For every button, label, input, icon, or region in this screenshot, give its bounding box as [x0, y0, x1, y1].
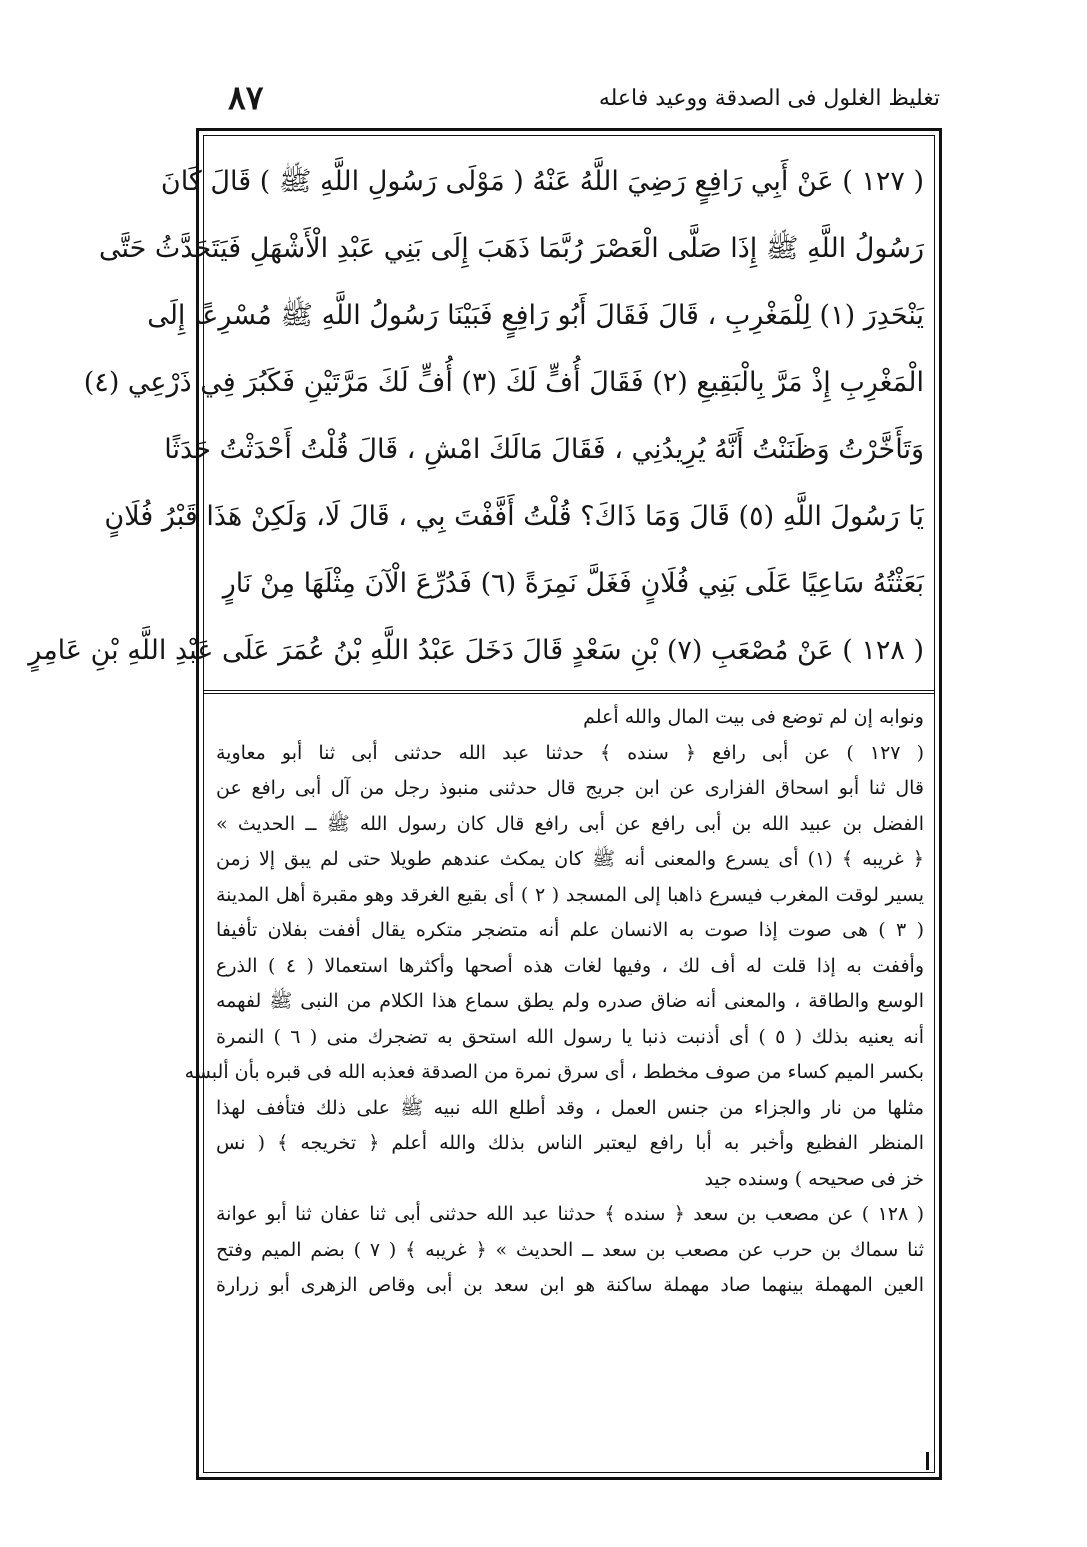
- commentary-line: مثلها من نار والجزاء من جنس العمل ، وقد أطلع الله نبيه ﷺ على ذلك فتأفف لهذا: [216, 1096, 924, 1119]
- commentary-line: ﴿ غريبه ﴾ (١) أى يسرع والمعنى أنه ﷺ كان يمكث عندهم طويلا حتى لم يبق إلا زمن: [216, 848, 924, 870]
- commentary-line: ( ١٢٧ ) عن أبى رافع ﴿ سنده ﴾ حدثنا عبد الله حدثنى أبى ثنا أبو معاوية: [216, 741, 925, 764]
- main-text-line: يَا رَسُولَ اللَّهِ (٥) قَالَ وَمَا ذَاكَ؟ قُلْتُ أَفَّفْتَ بِي ، قَالَ لَا، وَلَكِنْ هَذَا قَبْرُ فُلَانٍ: [104, 501, 924, 532]
- commentary-line: ( ١٢٨ ) عن مصعب بن سعد ﴿ سنده ﴾ حدثنا عبد الله حدثنى أبى ثنا عفان ثنا أبو عوانة: [216, 1203, 924, 1225]
- page-header: [200, 78, 940, 128]
- commentary-line: أنه يعنيه بذلك ( ٥ ) أى أذنبت ذنبا يا رسول الله استحق به تضجرك منى ( ٦ ) النمرة: [216, 1025, 925, 1048]
- main-text-line: ( ١٢٧ ) عَنْ أَبِي رَافِعٍ رَضِيَ اللَّهُ عَنْهُ ( مَوْلَى رَسُولِ اللَّهِ ﷺ ) قَالَ كَانَ: [160, 166, 924, 197]
- section-divider-second: [203, 693, 935, 694]
- commentary-line: ونوابه إن لم توضع فى بيت المال والله أعلم: [583, 706, 924, 728]
- commentary-section: [184, 700, 925, 1304]
- section-divider: [203, 690, 935, 691]
- margin-rule: [926, 1452, 929, 1470]
- commentary-line: خز فى صحيحه ) وسنده جيد: [704, 1167, 924, 1190]
- commentary-line: قال ثنا أبو اسحاق الفزارى عن ابن جريج قال حدثنى منبوذ رجل من آل أبى رافع عن: [216, 777, 924, 799]
- main-text-line: رَسُولُ اللَّهِ ﷺ إِذَا صَلَّى الْعَصْرَ رُبَّمَا ذَهَبَ إِلَى بَنِي عَبْدِ الْأَشْهَلِ فَيَتَحَدَّثُ حَتَّى: [99, 233, 924, 264]
- commentary-line: ( ٣ ) هى صوت إذا صوت به الانسان علم أنه متضجر متكره يقال أففت بفلان تأفيفا: [216, 919, 925, 941]
- main-text-line: ( ١٢٨ ) عَنْ مُصْعَبِ (٧) بْنِ سَعْدٍ قَالَ دَخَلَ عَبْدُ اللَّهِ بْنُ عُمَرَ عَلَى عَبْدِ اللَّهِ بْنِ عَامِرٍ: [28, 635, 924, 666]
- commentary-line: وأففت به إذا قلت له أف لك ، وفيها لغات هذه أصحها وأكثرها استعمالا ( ٤ ) الذرع: [216, 954, 925, 977]
- main-text-line: يَنْحَدِرَ (١) لِلْمَغْرِبِ ، قَالَ فَقَالَ أَبُو رَافِعٍ فَبَيْنَا رَسُولُ اللَّهِ ﷺ مُسْرِعًا إِلَى: [147, 300, 924, 331]
- main-text-line: بَعَثْتُهُ سَاعِيًا عَلَى بَنِي فُلَانٍ فَغَلَّ نَمِرَةً (٦) فَدُرِّعَ الْآنَ مِثْلَهَا مِنْ نَارٍ: [222, 568, 924, 599]
- main-text-line: الْمَغْرِبِ إِذْ مَرَّ بِالْبَقِيعِ (٢) فَقَالَ أُفٍّ لَكَ (٣) أُفٍّ لَكَ مَرَّتَيْنِ فَكَبُرَ فِي ذَرْعِي (٤): [83, 367, 924, 398]
- commentary-line: الوسع والطاقة ، والمعنى أنه ضاق صدره ولم يطق سماع هذا الكلام من النبى ﷺ لفهمه: [216, 990, 924, 1012]
- commentary-line: بكسر الميم كساء من صوف مخطط ، أى سرق نمرة من الصدقة فعذبه الله فى قبره بأن ألبسه: [184, 1061, 924, 1083]
- main-text-line: وَتَأَخَّرْتُ وَظَنَنْتُ أَنَّهُ يُرِيدُنِي ، فَقَالَ مَالَكَ امْشِ ، قَالَ قُلْتُ أَحْدَثْتُ حَدَثًا: [164, 434, 924, 465]
- commentary-line: العين المهملة بينهما صاد مهملة ساكنة هو ابن سعد بن أبى وقاص الزهرى أبو زرارة: [216, 1274, 924, 1296]
- hadith-main-text: [28, 148, 924, 684]
- running-title: تغليظ الغلول فى الصدقة ووعيد فاعله: [598, 86, 940, 111]
- page-number: ٨٧: [228, 78, 264, 117]
- commentary-line: يسير لوقت المغرب فيسرع ذاهبا إلى المسجد ( ٢ ) أى بقيع الغرقد وهو مقبرة أهل المدينة: [216, 883, 924, 906]
- commentary-line: ثنا سماك بن حرب عن مصعب بن سعد ــ الحديث » ﴿ غريبه ﴾ ( ٧ ) بضم الميم وفتح: [216, 1238, 924, 1261]
- commentary-line: المنظر الفظيع وأخبر به أبا رافع ليعتبر الناس بذلك والله أعلم ﴿ تخريجه ﴾ ( نس: [216, 1132, 924, 1154]
- commentary-line: الفضل بن عبيد الله بن أبى رافع عن أبى رافع قال كان رسول الله ﷺ ــ الحديث »: [216, 812, 924, 835]
